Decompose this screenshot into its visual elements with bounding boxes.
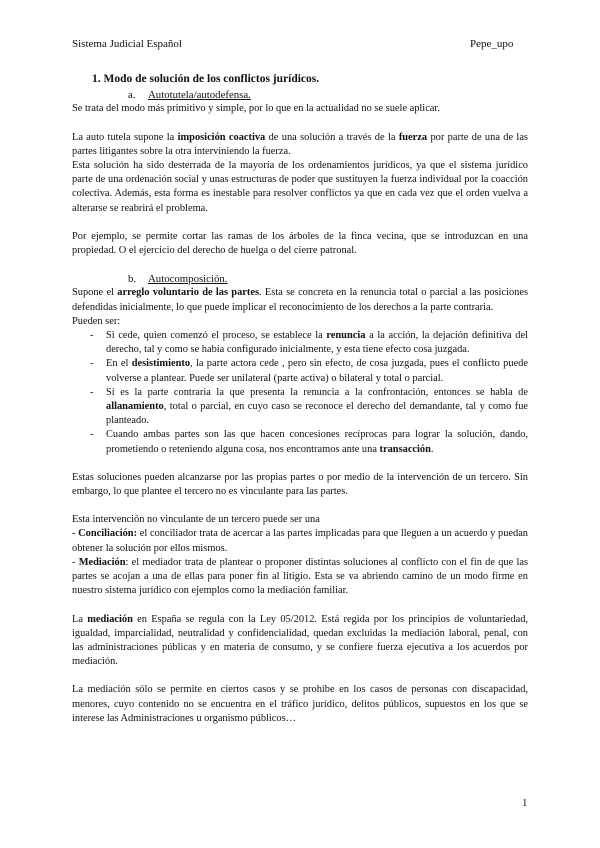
paragraph-a2: [72, 131, 528, 159]
paragraph-b4: Esta intervención no vinculante de un tercero puede ser una: [72, 514, 320, 526]
text: .: [430, 443, 434, 455]
document-body: [72, 72, 528, 726]
header-left: Sistema Judicial Español: [72, 38, 182, 50]
solutions-list: [72, 329, 528, 457]
text: Supone el: [72, 287, 118, 299]
list-item: [72, 428, 528, 456]
bold-text: fuerza: [398, 131, 428, 143]
text: a la acción, la dejación definitiva del derecho, tal y como se había configurado inicialmente, y esta tiene efecto cosa juzgada.: [106, 330, 528, 356]
bold-text: allanamiento: [106, 401, 164, 413]
paragraph-b3: Estas soluciones pueden alcanzarse por las propias partes o por medio de la intervención de un tercero. Sin embargo, lo que plantee el tercero no es vinculante para las partes.: [72, 471, 528, 498]
page-number: 1: [522, 797, 528, 809]
subsection-a-heading: [72, 88, 528, 102]
subsection-b-label: b.: [128, 273, 137, 286]
bold-text: desistimiento: [131, 358, 191, 370]
text: el conciliador trata de acercar a las partes implicadas para que lleguen a un acuerdo y puedan obtener la solución por ellos mismos.: [72, 528, 529, 554]
subsection-a-title: Autotutela/autodefensa.: [148, 89, 251, 102]
text: . Esta se concreta en la renuncia total o parcial a las posiciones defendidas inicialmente, lo que puede implicar el reconocimiento de los derechos a la parte contraria.: [72, 287, 528, 313]
text: Si es la parte contraria la que presenta la renuncia a la confrontación, entonces se habla de: [106, 386, 528, 398]
text: La auto tutela supone la: [72, 131, 178, 143]
paragraph-conciliacion: [72, 527, 528, 555]
paragraph-a1: Se trata del modo más primitivo y simple, por lo que en la actualidad no se suele aplicar.: [72, 103, 440, 115]
bold-text: transacción: [379, 443, 431, 455]
section-heading: 1. Modo de solución de los conflictos jurídicos.: [92, 73, 320, 85]
text: Si cede, quien comenzó el proceso, se establece la: [106, 330, 327, 342]
text: -: [72, 528, 79, 540]
paragraph-b2: Pueden ser:: [72, 315, 121, 327]
text: -: [72, 556, 79, 568]
text: por parte de una de las partes litigantes sobre la otra interviniendo la fuerza.: [72, 131, 528, 157]
paragraph-a3: Esta solución ha sido desterrada de la mayoría de los ordenamientos jurídicos, ya que el sistema jurídico parte de una ordenación social y unas estructuras de poder que sustituyen la fuerza individual por la coacción colectiva. Además, esta forma es inestable para resolver conflictos ya que en cada vez que el orden vuelva a alterarse se reabrirá el problema.: [72, 160, 528, 214]
text: , total o parcial, en cuyo caso se reconoce el derecho del demandante, tal y como fue planteado.: [106, 401, 528, 427]
text: : el mediador trata de plantear o proponer distintas soluciones al conflicto con el fin de que las partes se acojan a una de ellas para poner fin al litigio. Esta se va abriendo camino de un modo firme en nuestro sistema jurídico con ejemplos como la mediación familiar.: [72, 556, 529, 597]
bold-text: Conciliación:: [78, 528, 138, 540]
list-item: [72, 329, 528, 357]
text: de una solución a través de la: [265, 131, 399, 143]
subsection-b-title: Autocomposición.: [148, 273, 228, 286]
paragraph-b7: [72, 613, 528, 670]
text: La: [72, 613, 88, 625]
header-right: Pepe_upo: [470, 38, 514, 50]
paragraph-a4: Por ejemplo, se permite cortar las ramas de los árboles de la finca vecina, que se introduzcan en una propiedad. O el ejercicio del derecho de huelga o del cierre patronal.: [72, 230, 528, 257]
subsection-a-label: a.: [128, 89, 136, 102]
text: Cuando ambas partes son las que hacen concesiones recíprocas para lograr la solución, dando, prometiendo o reteniendo alguna cosa, nos encontramos ante una: [106, 429, 528, 455]
bold-text: renuncia: [326, 330, 366, 342]
subsection-b-heading: [72, 272, 528, 286]
bold-text: mediación: [87, 613, 133, 625]
paragraph-b1: [72, 286, 528, 314]
bold-text: Mediación: [78, 556, 126, 568]
text: En el: [106, 358, 132, 370]
text: en España se regula con la Ley 05/2012. Está regida por los principios de voluntariedad, igualdad, imparcialidad, neutralidad y confidencialidad, quedan excluidas la mediación laboral, penal, con las administraciones públicas y en materia de consumo, y se confiere fuerza ejecutiva a los acuerdos por mediación.: [72, 613, 529, 668]
list-item: [72, 357, 528, 385]
bold-text: imposición coactiva: [177, 131, 266, 143]
bold-text: arreglo voluntario de las partes: [117, 287, 260, 299]
list-item: [72, 386, 528, 429]
paragraph-b8: La mediación sólo se permite en ciertos casos y se prohíbe en los casos de personas con discapacidad, menores, cuyo contenido no se encuentra en el tráfico jurídico, delitos públicos, supuestos en los que se interese las Administraciones u organismo públicos…: [72, 684, 528, 724]
paragraph-mediacion: [72, 556, 528, 599]
text: , la parte actora cede , pero sin efecto, de cosa juzgada, pues el conflicto puede volverse a plantear. Puede ser unilateral (parte activa) o bilateral y total o parcial.: [106, 358, 528, 384]
